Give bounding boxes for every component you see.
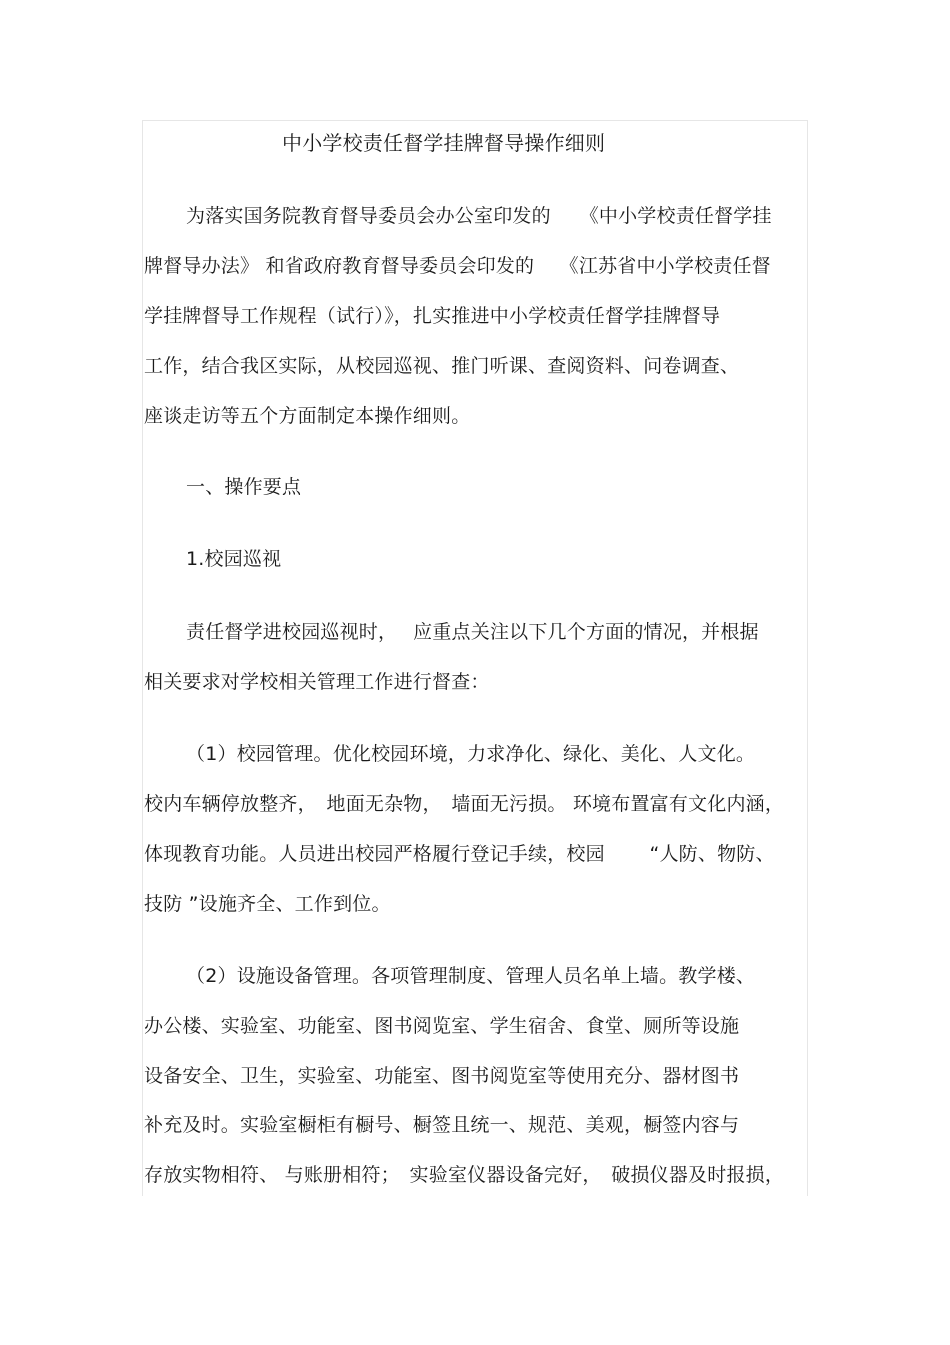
item-2-line-4: 补充及时。实验室橱柜有橱号、橱签且统一、规范、美观，橱签内容与 xyxy=(144,1114,740,1136)
patrol-intro-line-2: 相关要求对学校相关管理工作进行督查： xyxy=(144,671,490,693)
item-1-line-1: （1）校园管理。优化校园环境，力求净化、绿化、美化、人文化。 xyxy=(186,743,756,765)
item-2-line-5: 存放实物相符、 与账册相符； 实验室仪器设备完好， 破损仪器及时报损， xyxy=(144,1164,785,1186)
item-2-line-1: （2）设施设备管理。各项管理制度、管理人员名单上墙。教学楼、 xyxy=(186,965,756,987)
intro-line-1: 为落实国务院教育督导委员会办公室印发的 《中小学校责任督学挂 xyxy=(186,205,772,227)
intro-line-4: 工作，结合我区实际，从校园巡视、推门听课、查阅资料、问卷调查、 xyxy=(144,355,740,377)
patrol-intro-line-1: 责任督学进校园巡视时， 应重点关注以下几个方面的情况，并根据 xyxy=(186,621,759,643)
intro-line-3: 学挂牌督导工作规程（试行）》，扎实推进中小学校责任督学挂牌督导 xyxy=(144,305,721,327)
item-2-line-2: 办公楼、实验室、功能室、图书阅览室、学生宿舍、食堂、厕所等设施 xyxy=(144,1015,740,1037)
document-title: 中小学校责任督学挂牌督导操作细则 xyxy=(282,131,606,155)
section-1-heading: 一、操作要点 xyxy=(186,476,302,498)
item-1-line-4: 技防 ”设施齐全、工作到位。 xyxy=(144,893,391,915)
intro-line-2: 牌督导办法》 和省政府教育督导委员会印发的 《江苏省中小学校责任督 xyxy=(144,255,771,277)
item-1-line-3: 体现教育功能。人员进出校园严格履行登记手续，校园 “人防、物防、 xyxy=(144,843,775,865)
item-1-line-2: 校内车辆停放整齐， 地面无杂物， 墙面无污损。 环境布置富有文化内涵， xyxy=(144,793,785,815)
item-2-line-3: 设备安全、卫生，实验室、功能室、图书阅览室等使用充分、器材图书 xyxy=(144,1065,740,1087)
subsection-1-heading: 1.校园巡视 xyxy=(186,548,282,570)
intro-line-5: 座谈走访等五个方面制定本操作细则。 xyxy=(144,405,471,427)
